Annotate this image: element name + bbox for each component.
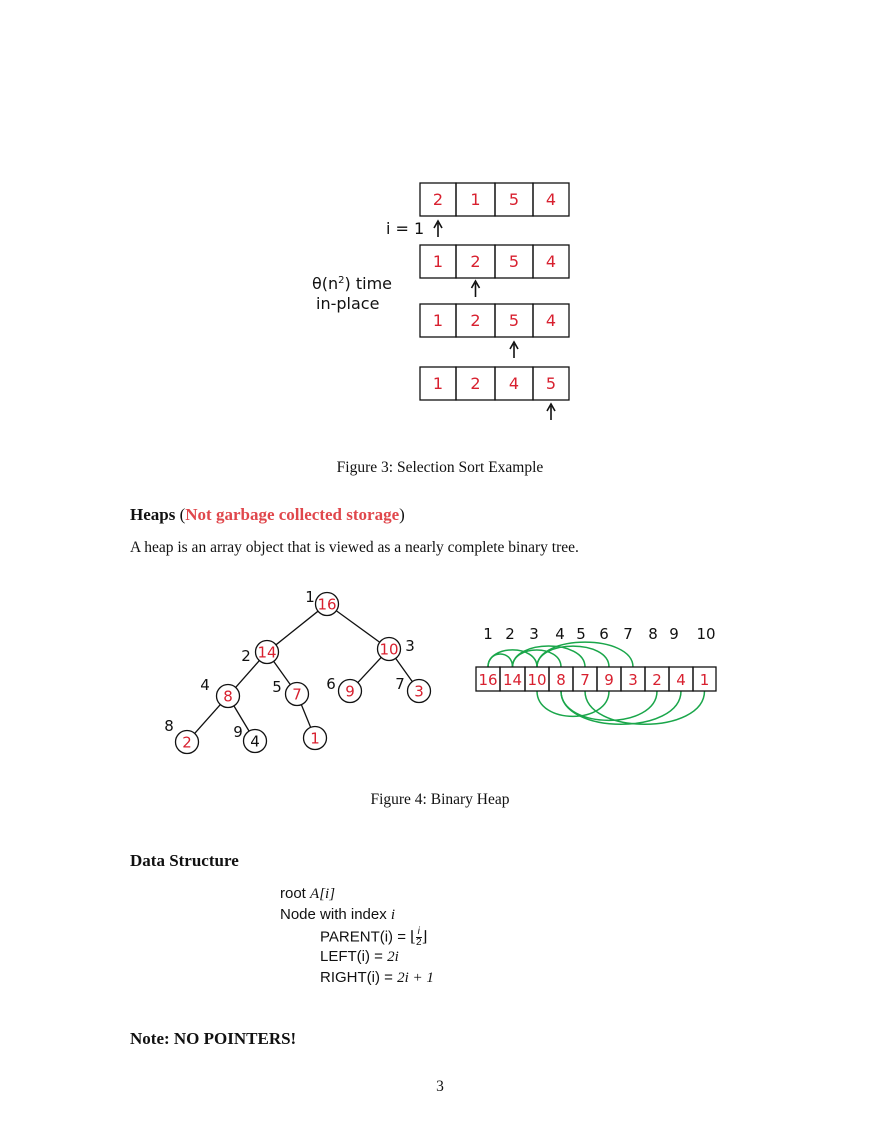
tree-edge xyxy=(336,611,379,642)
sort-cell-value: 2 xyxy=(470,252,481,271)
tree-node-index: 8 xyxy=(164,717,174,735)
array-index-label: 2 xyxy=(505,625,515,643)
tree-node-index: 3 xyxy=(405,637,415,655)
tree-node-index: 4 xyxy=(200,676,210,694)
tree-node xyxy=(378,637,415,661)
array-cell-value: 2 xyxy=(652,671,662,689)
sort-cell-value: 5 xyxy=(545,374,557,393)
complexity-label: $\theta(n^2)$ time xyxy=(312,274,393,293)
tree-edges xyxy=(195,611,413,734)
sort-cell-value: 5 xyxy=(508,311,520,330)
array-index-label: 3 xyxy=(529,625,539,643)
child-link-arc xyxy=(537,646,609,667)
array-cell-value: 1 xyxy=(699,671,710,689)
array-index-label: 4 xyxy=(555,625,565,643)
inplace-label: in-place xyxy=(316,294,380,313)
index-label: i = 1 xyxy=(386,219,425,238)
array-cell-value: 7 xyxy=(580,671,590,689)
heaps-heading: Heaps (Not garbage collected storage) xyxy=(130,505,405,524)
pointer-arrow-icon xyxy=(547,404,555,420)
tree-node-value: 9 xyxy=(345,682,355,701)
heap-description: A heap is an array object that is viewed as a nearly complete binary tree. xyxy=(130,539,579,556)
data-structure-heading: Data Structure xyxy=(130,851,239,870)
array-index-label: 1 xyxy=(483,625,493,643)
array-index-label: 9 xyxy=(669,625,679,643)
array-cell-value: 3 xyxy=(628,671,638,689)
array-cell-value: 14 xyxy=(502,671,523,689)
tree-node xyxy=(233,723,266,753)
array-index-label: 6 xyxy=(599,625,609,643)
tree-node-value: 4 xyxy=(250,732,260,751)
page-number: 3 xyxy=(436,1078,444,1095)
sort-cell-value: 4 xyxy=(545,311,557,330)
sort-cell-value: 2 xyxy=(432,190,444,209)
array-index-label: 7 xyxy=(623,625,633,643)
tree-node-index: 6 xyxy=(326,675,336,693)
tree-node-index: 2 xyxy=(241,647,251,665)
tree-node-index: 9 xyxy=(233,723,243,741)
tree-edge xyxy=(358,657,381,682)
node-line: Node with index i xyxy=(280,906,396,923)
array-cell-value: 10 xyxy=(527,671,547,689)
tree-nodes xyxy=(164,588,430,754)
note-no-pointers: Note: NO POINTERS! xyxy=(130,1029,297,1048)
child-link-arc xyxy=(585,691,705,724)
tree-node-index: 5 xyxy=(272,678,282,696)
tree-node xyxy=(304,727,327,750)
array-cell-value: 9 xyxy=(604,671,614,689)
tree-node-value: 3 xyxy=(414,682,424,701)
left-line: LEFT(i) = 2i xyxy=(320,948,399,965)
right-line: RIGHT(i) = 2i + 1 xyxy=(320,969,434,986)
tree-node xyxy=(395,675,430,703)
array-index-label: 10 xyxy=(696,625,716,643)
array-cell-value: 8 xyxy=(556,671,566,689)
figure4-caption: Figure 4: Binary Heap xyxy=(370,791,510,808)
sort-cell-value: 5 xyxy=(508,252,520,271)
tree-node xyxy=(305,588,338,616)
sort-row xyxy=(420,367,569,420)
pointer-arrow-icon xyxy=(472,281,480,297)
array-index-label: 5 xyxy=(576,625,586,643)
tree-edge xyxy=(301,705,310,728)
tree-node-value: 14 xyxy=(257,643,277,662)
sort-cell-value: 1 xyxy=(432,374,444,393)
array-cell-value: 16 xyxy=(478,671,498,689)
tree-node xyxy=(241,641,278,666)
tree-node-index: 1 xyxy=(305,588,315,606)
binary-heap-figure xyxy=(0,580,880,760)
figure3-caption: Figure 3: Selection Sort Example xyxy=(336,459,544,476)
root-line: root A[i] xyxy=(280,885,336,902)
sort-rows xyxy=(420,183,569,420)
sort-row xyxy=(420,245,569,297)
sort-cell-value: 4 xyxy=(545,252,557,271)
array-index-label: 8 xyxy=(648,625,658,643)
tree-node xyxy=(164,717,198,754)
array-indices xyxy=(483,625,715,643)
pointer-arrow-icon xyxy=(434,221,442,237)
tree-node xyxy=(200,676,239,708)
child-link-arc xyxy=(488,654,513,667)
tree-node-value: 16 xyxy=(317,595,337,614)
sort-cell-value: 4 xyxy=(508,374,520,393)
tree-edge xyxy=(195,705,221,734)
tree-node xyxy=(326,675,361,703)
selection-sort-figure xyxy=(0,0,880,440)
parent-line: PARENT(i) = ⌊ $\frac{i}{2}$ ⌋ xyxy=(320,926,428,948)
pointer-arrow-icon xyxy=(510,342,518,358)
tree-node-value: 2 xyxy=(182,733,192,752)
sort-cell-value: 5 xyxy=(508,190,520,209)
sort-cell-value: 1 xyxy=(432,252,444,271)
heaps-subtitle: Not garbage collected storage xyxy=(185,505,400,524)
sort-row xyxy=(420,304,569,358)
tree-node-value: 1 xyxy=(310,729,320,748)
sort-cell-value: 2 xyxy=(470,311,481,330)
tree-node-value: 8 xyxy=(223,687,233,706)
sort-cell-value: 1 xyxy=(432,311,444,330)
tree-node-value: 7 xyxy=(292,685,302,704)
tree-node-index: 7 xyxy=(395,675,405,693)
sort-cell-value: 4 xyxy=(545,190,557,209)
sort-row xyxy=(420,183,569,237)
sort-cell-value: 1 xyxy=(470,190,481,209)
sort-cell-value: 2 xyxy=(470,374,481,393)
tree-edge xyxy=(276,611,318,645)
tree-node xyxy=(272,678,308,706)
tree-node-value: 10 xyxy=(379,640,399,659)
array-cell-value: 4 xyxy=(676,671,686,689)
heap-array xyxy=(476,667,716,691)
